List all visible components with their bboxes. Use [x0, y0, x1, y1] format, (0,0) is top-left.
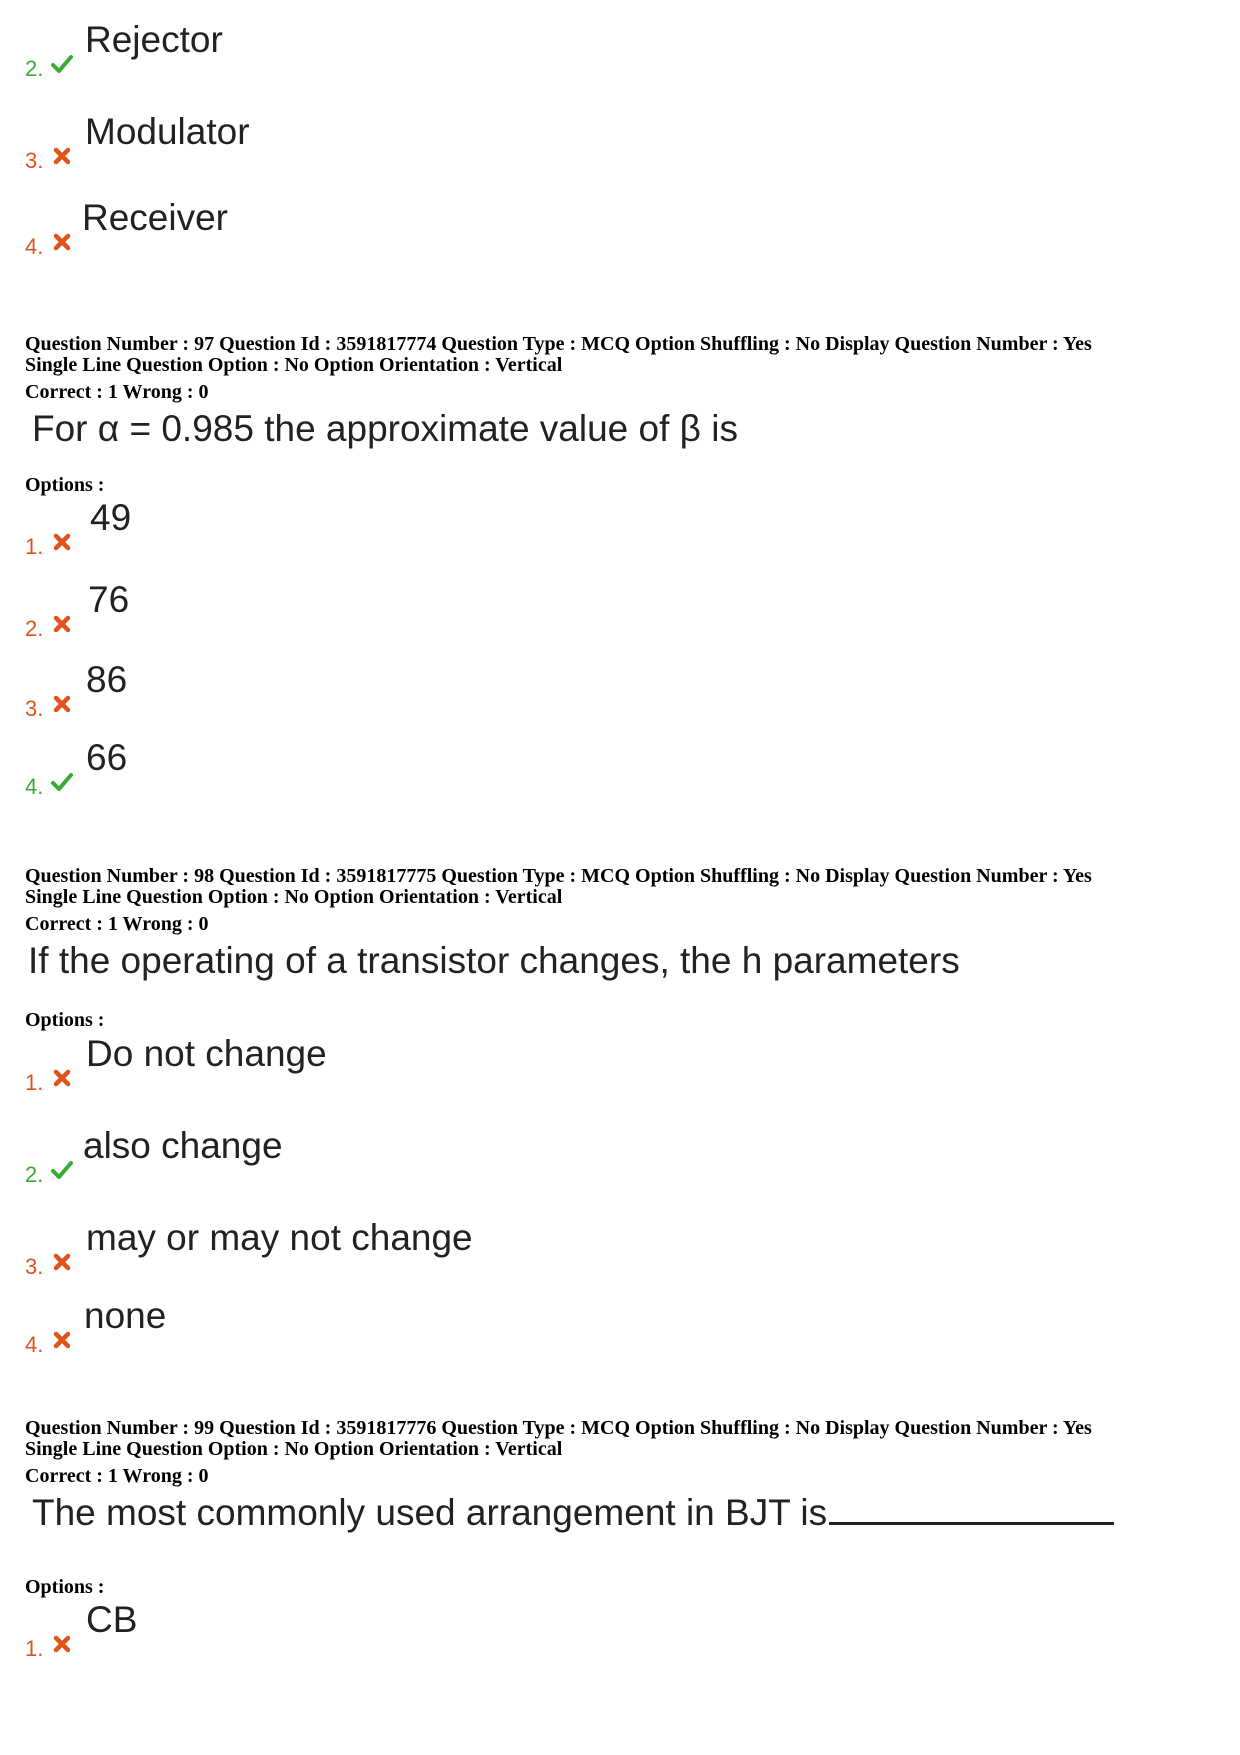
question-score: Correct : 1 Wrong : 0: [25, 381, 209, 403]
option-item: [0, 112, 1000, 172]
option-item: [0, 1126, 1000, 1186]
question-meta-line2: Single Line Question Option : No Option Orientation : Vertical: [25, 1438, 563, 1460]
option-item: [0, 1296, 1000, 1356]
option-number: 3.: [25, 148, 44, 173]
check-icon: [50, 1158, 74, 1182]
options-label: Options :: [25, 474, 105, 496]
option-item: [0, 738, 1000, 798]
question-text-content: The most commonly used arrangement in BJT is: [32, 1492, 828, 1533]
option-number: 1.: [25, 1070, 44, 1095]
cross-icon: [50, 230, 74, 254]
option-number: 4.: [25, 774, 44, 799]
question-text: For α = 0.985 the approximate value of β is: [32, 408, 738, 449]
cross-icon: [50, 144, 74, 168]
question-text: If the operating of a transistor changes, the h parameters: [28, 940, 960, 981]
option-number: 4.: [25, 234, 44, 259]
question-score: Correct : 1 Wrong : 0: [25, 1465, 209, 1487]
question-meta-line1: Question Number : 99 Question Id : 3591817776 Question Type : MCQ Option Shuffling : No Display Question Number : Yes: [25, 1417, 1092, 1439]
options-label: Options :: [25, 1009, 105, 1031]
question-score: Correct : 1 Wrong : 0: [25, 913, 209, 935]
cross-icon: [50, 1632, 74, 1656]
cross-icon: [50, 612, 74, 636]
option-text: Do not change: [86, 1033, 327, 1074]
cross-icon: [50, 692, 74, 716]
option-item: [0, 1034, 1000, 1094]
option-number: 4.: [25, 1332, 44, 1357]
option-text: also change: [83, 1125, 283, 1166]
cross-icon: [50, 1250, 74, 1274]
option-number: 1.: [25, 534, 44, 559]
option-text: 66: [86, 737, 128, 778]
option-number: 2.: [25, 1162, 44, 1187]
option-text: may or may not change: [86, 1217, 473, 1258]
cross-icon: [50, 1328, 74, 1352]
check-icon: [50, 770, 74, 794]
option-item: [0, 498, 1000, 558]
option-text: Receiver: [82, 197, 228, 238]
question-meta-line1: Question Number : 98 Question Id : 3591817775 Question Type : MCQ Option Shuffling : No Display Question Number : Yes: [25, 865, 1092, 887]
option-text: Rejector: [85, 19, 223, 60]
check-icon: [50, 52, 74, 76]
option-item: [0, 20, 1000, 80]
question-meta-line2: Single Line Question Option : No Option Orientation : Vertical: [25, 354, 563, 376]
option-item: [0, 660, 1000, 720]
question-meta-line2: Single Line Question Option : No Option Orientation : Vertical: [25, 886, 563, 908]
option-item: [0, 198, 1000, 258]
option-text: CB: [86, 1599, 138, 1640]
option-text: none: [84, 1295, 167, 1336]
option-number: 2.: [25, 616, 44, 641]
cross-icon: [50, 1066, 74, 1090]
option-number: 3.: [25, 696, 44, 721]
option-text: 86: [86, 659, 128, 700]
option-item: [0, 1600, 1000, 1660]
option-number: 2.: [25, 56, 44, 81]
cross-icon: [50, 530, 74, 554]
option-number: 1.: [25, 1636, 44, 1661]
option-text: 49: [90, 497, 132, 538]
options-label: Options :: [25, 1576, 105, 1598]
option-item: [0, 1218, 1000, 1278]
question-text: [32, 1492, 1212, 1534]
option-item: [0, 580, 1000, 640]
option-text: 76: [88, 579, 130, 620]
option-number: 3.: [25, 1254, 44, 1279]
question-meta-line1: Question Number : 97 Question Id : 3591817774 Question Type : MCQ Option Shuffling : No Display Question Number : Yes: [25, 333, 1092, 355]
option-text: Modulator: [85, 111, 250, 152]
answer-blank: [829, 1492, 1114, 1525]
